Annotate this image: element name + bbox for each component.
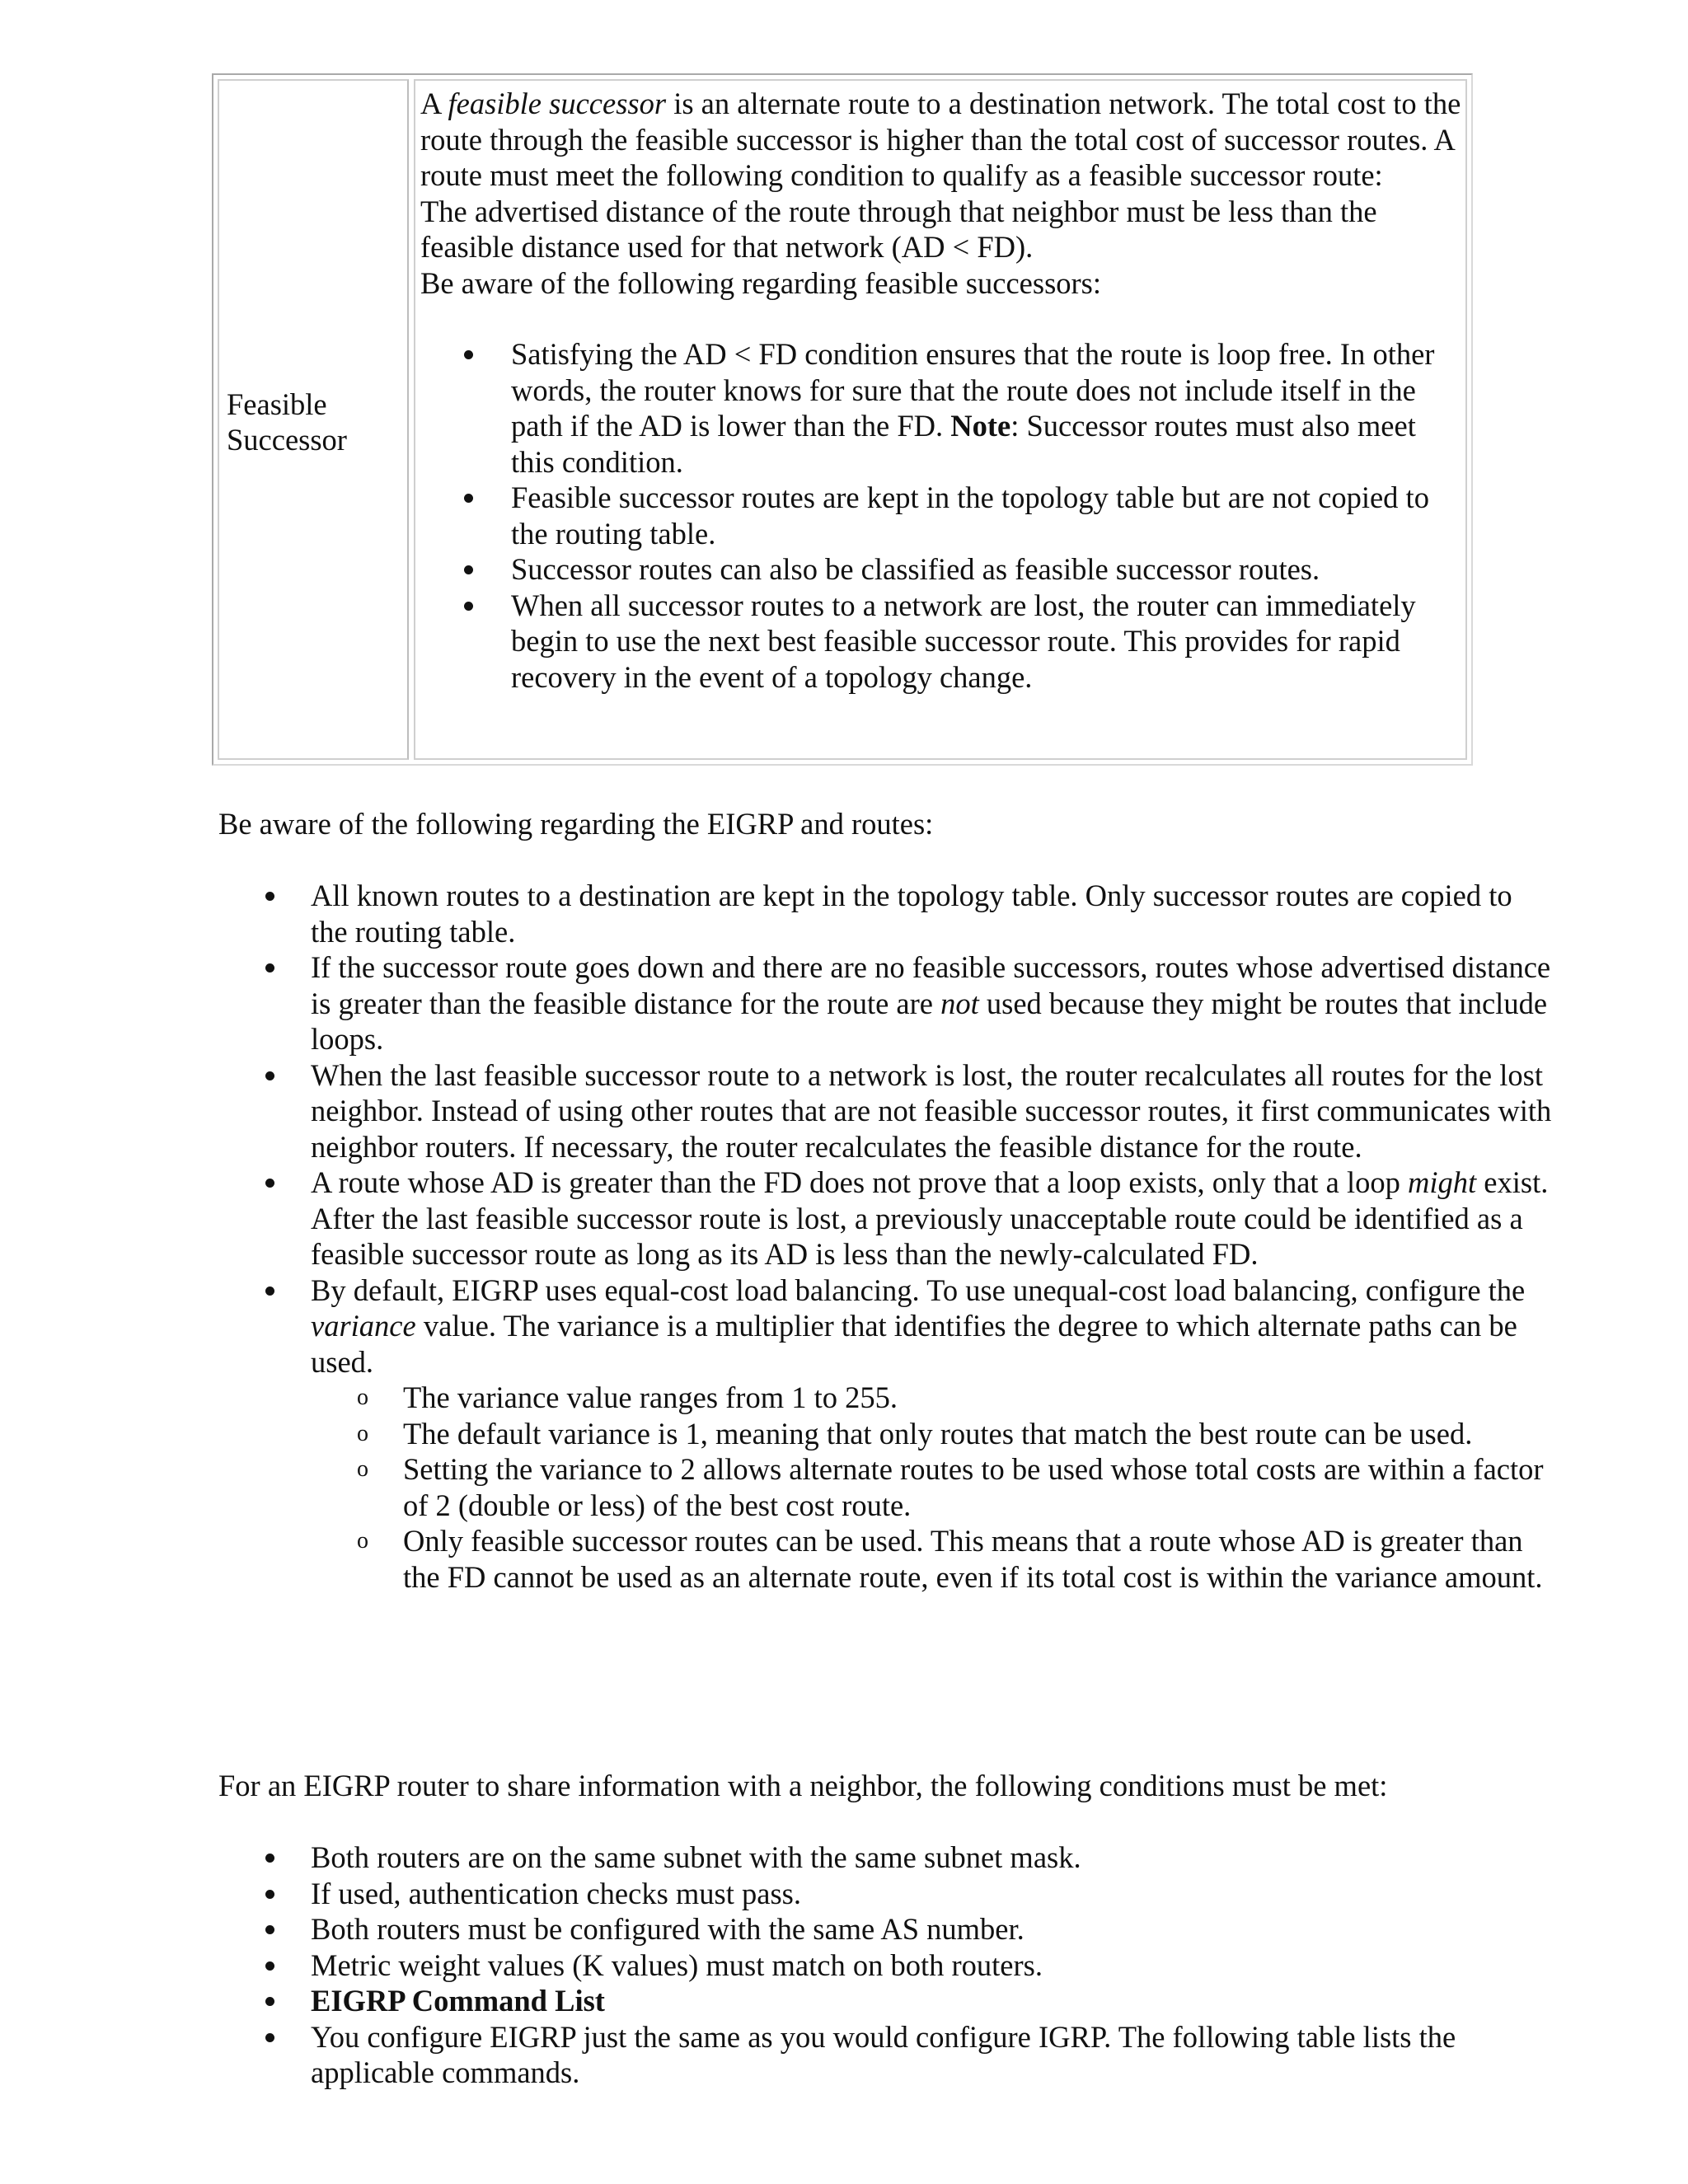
sub-list-item: o Setting the variance to 2 allows alternate routes to be used whose total costs are within a factor of 2 (double or less) of the best cost route.	[403, 1451, 1555, 1523]
list-item: You configure EIGRP just the same as you would configure IGRP. The following table lists the applicable commands.	[311, 2019, 1555, 2091]
sub-list-item: o Only feasible successor routes can be used. This means that a route whose AD is greater than the FD cannot be used as an alternate route, even if its total cost is within the variance amount.	[403, 1523, 1555, 1595]
neighbor-conditions-list	[218, 1840, 1555, 2091]
definition-cell	[414, 79, 1467, 760]
list-item: Satisfying the AD < FD condition ensures that the route is loop free. In other words, the router knows for sure that the route does not include itself in the path if the AD is lower than the FD. Note: Successor routes must also meet this condition.	[511, 336, 1462, 480]
command-list-heading: EIGRP Command List	[311, 1984, 605, 2018]
list-item: By default, EIGRP uses equal-cost load balancing. To use unequal-cost load balancing, configure the variance value. The variance is a multiplier that identifies the degree to which alternate paths can be used. o The variance value ranges from 1 to 255. o The default variance is 1, meaning that only routes that match the best route can be used. o Setting the variance to 2 allows alternate routes to be used whose total costs are within a factor of 2 (double or less) of the best cost route. o Only feasible successor routes can be used. This means that a route whose AD is greater than the FD cannot be used as an alternate route, even if its total cost is within the variance amount.	[311, 1272, 1555, 1596]
definition-paragraph-3: Be aware of the following regarding feasible successors:	[420, 265, 1102, 300]
list-item: All known routes to a destination are kept in the topology table. Only successor routes are copied to the routing table.	[311, 878, 1555, 949]
list-item: When all successor routes to a network are lost, the router can immediately begin to use the next best feasible successor route. This provides for rapid recovery in the event of a topology change.	[511, 588, 1462, 696]
feasible-successor-bullets	[420, 336, 1462, 695]
list-item: Feasible successor routes are kept in the topology table but are not copied to the routing table.	[511, 480, 1462, 551]
note-label: Note	[950, 409, 1011, 443]
section-heading: Be aware of the following regarding the EIGRP and routes:	[218, 807, 934, 841]
definition-table	[212, 73, 1473, 766]
definition-paragraph-1: A feasible successor is an alternate route to a destination network. The total cost to the route through the feasible successor is higher than the total cost of successor routes. A route must meet the following condition to qualify as a feasible successor route:	[420, 87, 1461, 192]
list-item: When the last feasible successor route to a network is lost, the router recalculates all routes for the lost neighbor. Instead of using other routes that are not feasible successor routes, it first communicates with neighbor routers. If necessary, the router recalculates the feasible distance for the route.	[311, 1057, 1555, 1165]
list-item: Both routers must be configured with the same AS number.	[311, 1911, 1555, 1947]
term-label: Feasible Successor	[227, 387, 347, 457]
eigrp-routes-list	[218, 878, 1555, 1595]
list-item	[311, 1983, 1555, 2019]
sub-list-item: o The variance value ranges from 1 to 255.	[403, 1380, 1555, 1416]
list-item: If the successor route goes down and there are no feasible successors, routes whose advertised distance is greater than the feasible distance for the route are not used because they might be routes that include loops.	[311, 949, 1555, 1057]
list-item: Metric weight values (K values) must match on both routers.	[311, 1947, 1555, 1984]
list-item: Both routers are on the same subnet with the same subnet mask.	[311, 1840, 1555, 1876]
list-item: Successor routes can also be classified as feasible successor routes.	[511, 551, 1462, 588]
variance-sub-list	[311, 1380, 1555, 1595]
section-heading: For an EIGRP router to share information with a neighbor, the following conditions must be met:	[218, 1769, 1388, 1802]
list-item: If used, authentication checks must pass.	[311, 1876, 1555, 1912]
term-cell	[218, 79, 409, 760]
sub-list-item: o The default variance is 1, meaning that only routes that match the best route can be used.	[403, 1416, 1555, 1452]
term-emphasis: feasible successor	[448, 87, 667, 120]
definition-paragraph-2: The advertised distance of the route through that neighbor must be less than the feasible distance used for that network (AD < FD).	[420, 194, 1377, 264]
list-item: A route whose AD is greater than the FD does not prove that a loop exists, only that a loop might exist. After the last feasible successor route is lost, a previously unacceptable route could be identified as a feasible successor route as long as its AD is less than the newly-calculated FD.	[311, 1165, 1555, 1272]
